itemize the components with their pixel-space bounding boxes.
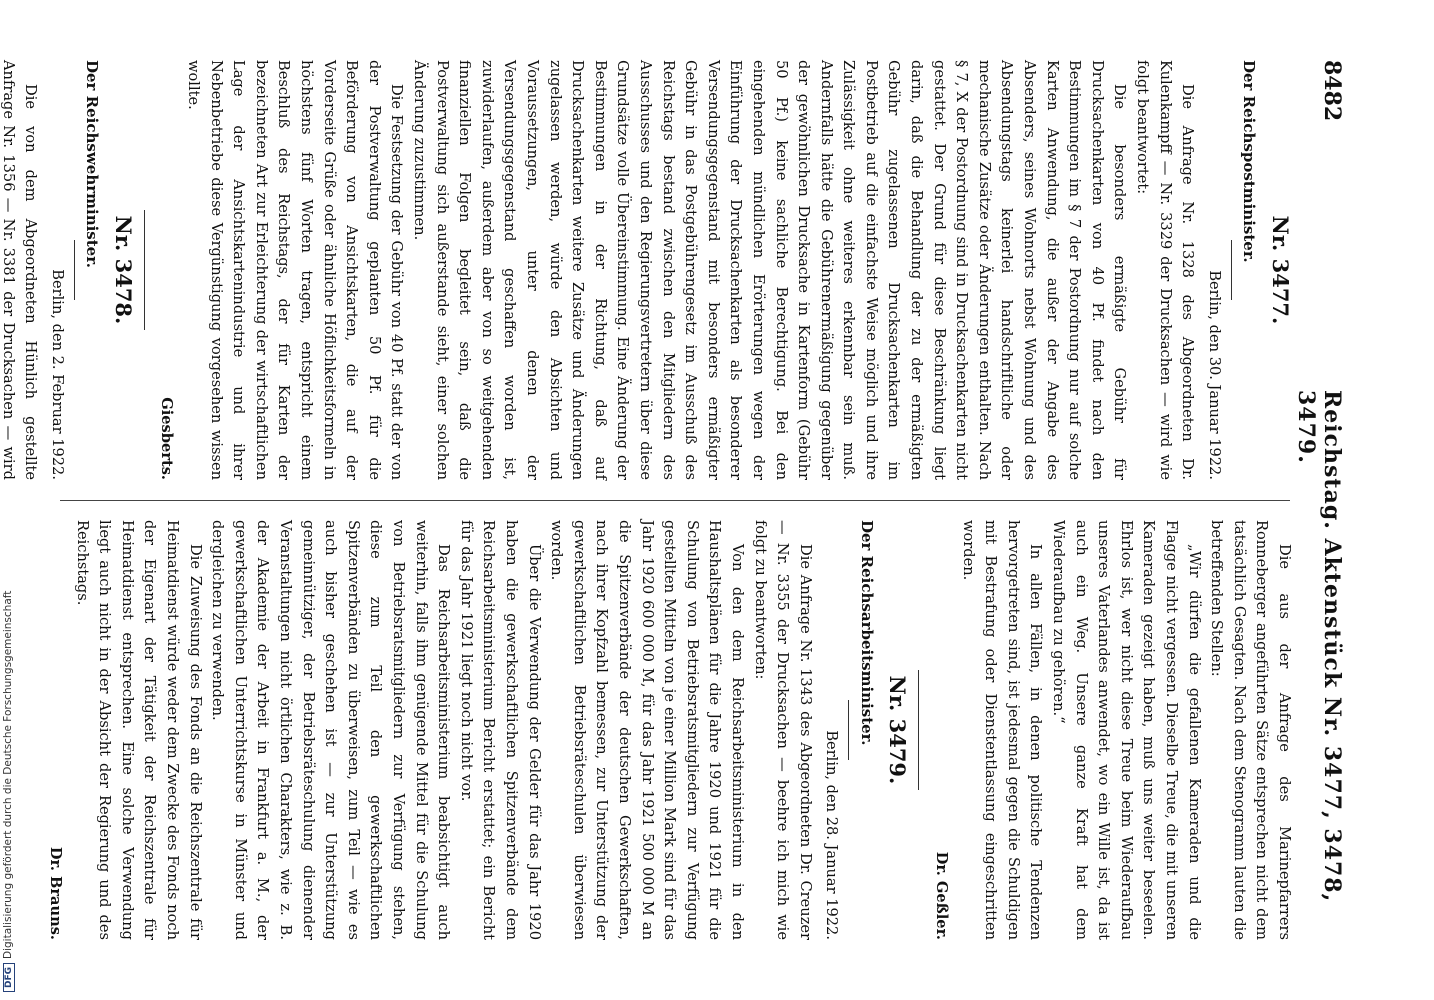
- page-header: [1293, 60, 1345, 940]
- date-line: Berlin, den 2. Februar 1922.: [48, 269, 66, 480]
- paragraph: Die Festsetzung der Gebühr von 40 Pf. statt der von der Postverwaltung geplanten 50 Pf. für die Beförderung von Ansichtskarten, die auf der Vorderseite Grüße oder ähnliche Höflichkeitsformeln in höchstens fünf Worten tragen, entspricht einem Beschluß des Reichstags, der für Karten der bezeichneten Art zur Erleichterung der wirtschaftlichen Lage der Ansichtskartenindustrie und ihrer Nebenbetriebe diese Vergünstigung vorgesehen wissen wollte.: [185, 60, 406, 480]
- minister-heading: Der Reichswehrminister.: [83, 60, 102, 268]
- paragraph: Über die Verwendung der Gelder für das Jahr 1920 haben die gewerkschaftlichen Spitzenverbände dem Reichsarbeitsministerium Bericht erstattet; ein Bericht für das Jahr 1921 liegt noch nicht vor.: [457, 520, 543, 940]
- paragraph: Die von dem Abgeordneten Hünlich gestellte Anfrage Nr. 1356 — Nr. 3381 der Drucksachen — wird: [0, 60, 40, 480]
- date-line: Berlin, den 30. Januar 1922.: [1205, 270, 1223, 480]
- document-number-3478: Nr. 3478.: [110, 215, 136, 325]
- credit-text: Digitalisierung gefördert durch die Deutsche Forschungsgemeinschaft: [2, 590, 14, 959]
- signature: Dr. Geßler.: [933, 851, 951, 940]
- paragraph: Die Zuweisung des Fonds an die Reichszentrale für Heimatdienst würde weder dem Zwecke des Fonds noch der Eigenart der Tätigkeit der Reichszentrale für Heimatdienst entsprechen. Eine solche Verwendung liegt auch nicht in der Absicht der Regierung und des Reichstags.: [73, 520, 204, 940]
- minister-heading: Der Reichspostminister.: [1240, 60, 1259, 263]
- dfg-logo-icon: DFG: [3, 963, 15, 992]
- right-column: [40, 520, 1295, 940]
- left-column: [0, 60, 1295, 480]
- page-title: Reichstag. Aktenstück Nr. 3477, 3478, 3479.: [1293, 390, 1345, 903]
- quote: „Wir dürfen die gefallenen Kameraden und die Flagge nicht vergessen. Dieselbe Treue, die mit unseren Kameraden gezeigt haben, muß uns weiter beseelen. Ehrlos ist, wer nicht diese Treue beim Wiederaufbau unseres Vaterlandes anwendet, wo ein Wille ist, da ist auch ein Weg. Unsere ganze Kraft hat dem Wiederaufbau zu gehören.“: [1050, 520, 1203, 940]
- date-line: Berlin, den 28. Januar 1922.: [823, 730, 841, 940]
- signature: Dr. Brauns.: [47, 846, 65, 940]
- column-divider: [60, 500, 1290, 501]
- divider: [144, 210, 145, 330]
- paragraph: Die Anfrage Nr. 1343 des Abgeordneten Dr. Creuzer — Nr. 3355 der Drucksachen — beehre ich mich wie folgt zu beantworten:: [751, 520, 814, 940]
- digitization-credit: [2, 0, 16, 992]
- divider: [74, 240, 75, 300]
- divider: [919, 670, 920, 790]
- paragraph: Die aus der Anfrage des Marinepfarrers Ronneberger angeführten Sätze entsprechen nicht dem tatsächlich Gesagten. Nach dem Stenogramm lauten die betreffenden Stellen:: [1208, 520, 1293, 940]
- divider: [848, 700, 849, 760]
- paragraph: Die Anfrage Nr. 1328 des Abgeordneten Dr. Kulenkampff — Nr. 3329 der Drucksachen — wird wie folgt beantwortet:: [1134, 60, 1197, 480]
- document-number-3479: Nr. 3479.: [885, 675, 911, 785]
- paragraph: Von den dem Reichsarbeitsministerium in den Haushaltsplänen für die Jahre 1920 und 1921 für die Schulung von Betriebsratsmitgliedern zur Verfügung gestellten Mitteln von je einer Million Mark sind für das Jahr 1920 600 000 M, für das Jahr 1921 500 000 M an die Spitzenverbände der deutschen Gewerkschaften, nach ihrer Kopfzahl bemessen, zur Unterstützung der gewerkschaftlichen Betriebsräteschulen überwiesen worden.: [548, 520, 746, 940]
- signature: Giesberts.: [158, 397, 176, 480]
- page-number: 8482: [1319, 60, 1345, 122]
- paragraph: Die besonders ermäßigte Gebühr für Drucksachenkarten von 40 Pf. findet nach den Bestimmungen im § 7 der Postordnung nur auf solche Karten Anwendung, die außer der Angabe des Absenders, seines Wohnorts nebst Wohnung und des Absendungstags keinerlei handschriftliche oder mechanische Zusätze oder Änderungen enthalten. Nach § 7, X der Postordnung sind in Drucksachenkarten nicht gestattet. Der Grund für diese Beschränkung liegt darin, daß die Behandlung der zu der ermäßigten Gebühr zugelassenen Drucksachenkarten im Postbetrieb auf die einfachste Weise möglich und ihre Zulässigkeit ohne weiteres erkennbar sein muß. Andernfalls hätte die Gebührenermäßigung gegenüber der gewöhnlichen Drucksache in Kartenform (Gebühr 50 Pf.) keine sachliche Berechtigung. Bei den eingehenden mündlichen Erörterungen wegen der Einführung der Drucksachenkarten als besonderer Versendungsgegenstand mit besonders ermäßigter Gebühr in das Postgebührengesetz im Ausschuß des Reichstags bestand zwischen den Mitgliedern des Ausschusses und den Regierungsvertretern über diese Grundsätze volle Übereinstimmung. Eine Änderung der Bestimmungen in der Richtung, daß auf Drucksachenkarten weitere Zusätze und Änderungen zugelassen werden, würde den Absichten und Voraussetzungen, unter denen der Versendungsgegenstand geschaffen worden ist, zuwiderlaufen, außerdem aber von so weitgehenden finanziellen Folgen begleitet sein, daß die Postverwaltung sich außerstande sieht, einer solchen Änderung zuzustimmen.: [411, 60, 1129, 480]
- divider: [1231, 240, 1232, 300]
- minister-heading: Der Reichsarbeitsminister.: [857, 520, 876, 746]
- paragraph: In allen Fällen, in denen politische Tendenzen hervorgetreten sind, ist jedesmal gegen die Schuldigen mit Bestrafung oder Dienstentlassung eingeschritten worden.: [959, 520, 1045, 940]
- paragraph: Das Reichsarbeitsministerium beabsichtigt auch weiterhin, falls ihm genügende Mittel für die Schulung von Betriebsratsmitgliedern zur Verfügung stehen, diese zum Teil den gewerkschaftlichen Spitzenverbänden zu überweisen, zum Teil — wie es auch bisher geschehen ist — zur Unterstützung gemeinnütziger, der Betriebsräteschulung dienender Veranstaltungen nicht örtlichen Charakters, wie z. B. der Akademie der Arbeit in Frankfurt a. M., der gewerkschaftlichen Unterrichtskurse in Münster und dergleichen zu verwenden.: [209, 520, 453, 940]
- document-number-3477: Nr. 3477.: [1268, 215, 1293, 325]
